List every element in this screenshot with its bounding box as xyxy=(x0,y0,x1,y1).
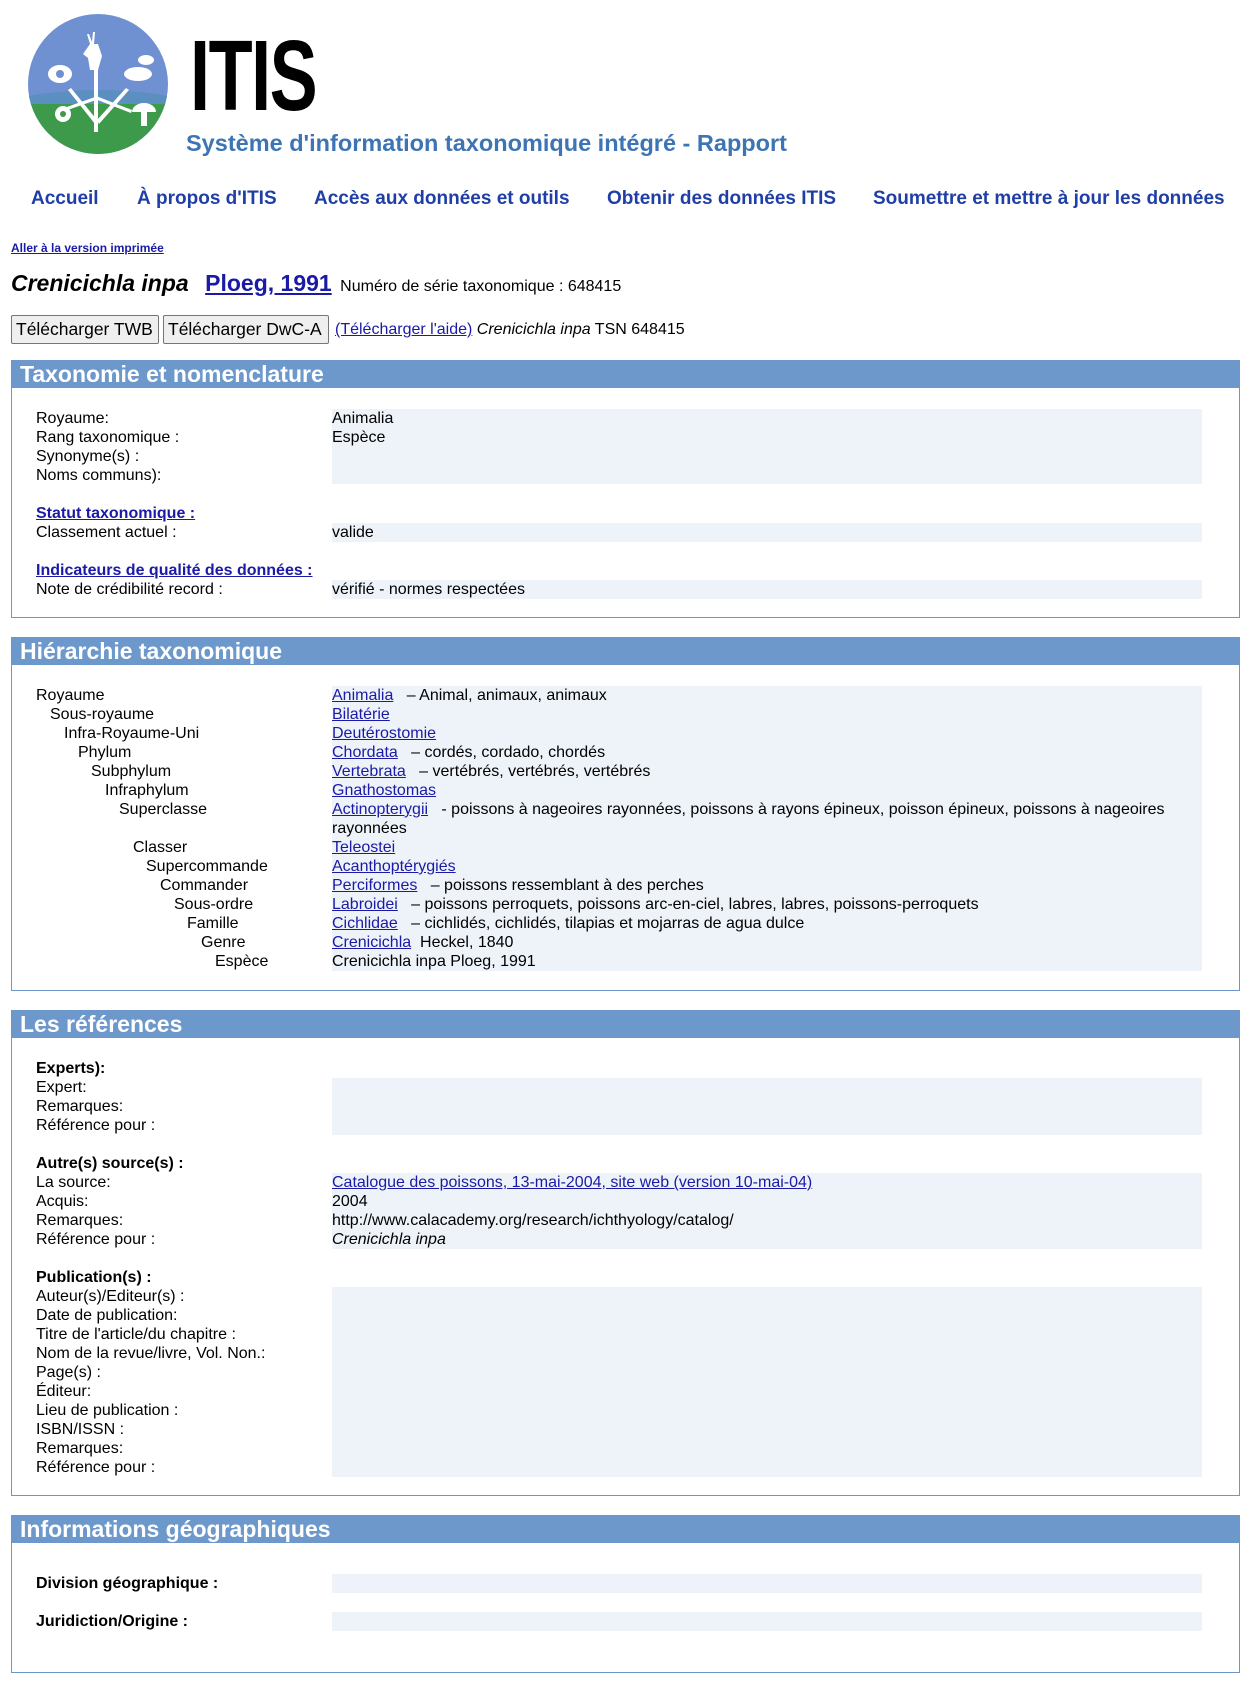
source-reference-value: Crenicichla inpa xyxy=(332,1231,446,1248)
itis-wordmark: ITIS xyxy=(190,20,317,132)
status-heading-link[interactable]: Statut taxonomique : xyxy=(36,505,196,522)
source-link[interactable]: Catalogue des poissons, 13-mai-2004, site web (version 10-mai-04) xyxy=(332,1174,813,1191)
hier-taxon xyxy=(332,857,456,876)
credibility-value: vérifié - normes respectées xyxy=(332,581,525,598)
status-shade xyxy=(332,523,1202,542)
taxonomy-section xyxy=(11,360,1240,618)
hier-rank: Royaume xyxy=(36,687,105,704)
hier-taxon xyxy=(332,914,804,933)
hier-taxon xyxy=(332,895,979,914)
taxonomy-header: Taxonomie et nomenclature xyxy=(12,361,1239,388)
hier-rank: Infra-Royaume-Uni xyxy=(64,725,200,742)
hier-rank: Sous-ordre xyxy=(174,896,254,913)
expert-remarks-label: Remarques: xyxy=(36,1098,124,1115)
hier-taxon xyxy=(332,933,513,952)
geo-jurisdiction-label: Juridiction/Origine : xyxy=(36,1613,189,1630)
record-title xyxy=(11,270,621,300)
acquired-label: Acquis: xyxy=(36,1193,89,1210)
hier-rank: Commander xyxy=(160,877,249,894)
kingdom-label: Royaume: xyxy=(36,410,109,427)
download-info xyxy=(335,321,685,339)
tsn-label: Numéro de série taxonomique : 648415 xyxy=(340,278,622,295)
download-dwca-button[interactable]: Télécharger DwC-A xyxy=(163,315,329,344)
hier-taxon-link[interactable]: Actinopterygii xyxy=(332,801,429,818)
current-status-label: Classement actuel : xyxy=(36,524,177,541)
download-twb-button[interactable]: Télécharger TWB xyxy=(11,315,159,344)
hier-note: – vertébrés, vertébrés, vertébrés xyxy=(419,763,651,780)
nav-submit-update[interactable]: Soumettre et mettre à jour les données xyxy=(873,188,1225,209)
synonyms-label: Synonyme(s) : xyxy=(36,448,140,465)
hier-taxon xyxy=(332,686,607,705)
download-sci-name: Crenicichla inpa xyxy=(476,321,591,338)
hier-note: Heckel, 1840 xyxy=(420,934,514,951)
hier-taxon-link[interactable]: Labroidei xyxy=(332,896,398,913)
hier-taxon-link[interactable]: Bilatérie xyxy=(332,706,390,723)
pub-publisher-label: Éditeur: xyxy=(36,1383,92,1400)
hier-species-name: Crenicichla inpa Ploeg, 1991 xyxy=(332,953,536,970)
nav-home[interactable]: Accueil xyxy=(31,188,99,209)
download-help-link[interactable]: (Télécharger l'aide) xyxy=(335,321,473,338)
hier-note: – cichlidés, cichlidés, tilapias et mojarras de agua dulce xyxy=(411,915,805,932)
nav-data-tools[interactable]: Accès aux données et outils xyxy=(314,188,570,209)
geo-division-label: Division géographique : xyxy=(36,1575,219,1592)
hier-taxon-link[interactable]: Teleostei xyxy=(332,839,396,856)
source-remarks-label: Remarques: xyxy=(36,1212,124,1229)
geo-header: Informations géographiques xyxy=(12,1516,1239,1543)
hier-rank: Espèce xyxy=(215,953,269,970)
hier-rank: Famille xyxy=(187,915,239,932)
hier-taxon-link[interactable]: Animalia xyxy=(332,687,394,704)
hier-note: - poissons à nageoires rayonnées, poissons à rayons épineux, poisson épineux, poissons à nageoires xyxy=(441,801,1165,818)
credibility-label: Note de crédibilité record : xyxy=(36,581,223,598)
nav-about[interactable]: À propos d'ITIS xyxy=(137,188,277,209)
hier-rank: Genre xyxy=(201,934,246,951)
expert-label: Expert: xyxy=(36,1079,87,1096)
references-header: Les références xyxy=(12,1011,1239,1038)
pub-isbn-label: ISBN/ISSN : xyxy=(36,1421,125,1438)
experts-shade xyxy=(332,1078,1202,1135)
acquired-value: 2004 xyxy=(332,1193,368,1210)
scientific-name: Crenicichla inpa xyxy=(11,270,189,296)
hier-rank: Sous-royaume xyxy=(50,706,155,723)
hier-taxon xyxy=(332,838,395,857)
common-names-label: Noms communs): xyxy=(36,467,162,484)
site-subtitle: Système d'information taxonomique intégré - Rapport xyxy=(186,130,787,156)
taxonomy-value-shade xyxy=(332,409,1202,484)
experts-heading: Experts): xyxy=(36,1060,106,1077)
references-section xyxy=(11,1010,1240,1496)
pub-place-label: Lieu de publication : xyxy=(36,1402,179,1419)
hierarchy-header: Hiérarchie taxonomique xyxy=(12,638,1239,665)
hier-rank: Subphylum xyxy=(91,763,172,780)
author-link[interactable]: Ploeg, 1991 xyxy=(205,270,332,296)
quality-heading-link[interactable]: Indicateurs de qualité des données : xyxy=(36,562,313,579)
current-status-value: valide xyxy=(332,524,374,541)
hier-rank: Supercommande xyxy=(146,858,268,875)
hier-taxon-link[interactable]: Vertebrata xyxy=(332,763,406,780)
geo-division-shade xyxy=(332,1574,1202,1593)
hier-taxon xyxy=(332,705,390,724)
hier-taxon-link[interactable]: Cichlidae xyxy=(332,915,398,932)
pub-title-label: Titre de l'article/du chapitre : xyxy=(36,1326,236,1343)
download-tsn: TSN 648415 xyxy=(594,321,685,338)
hier-note: – poissons ressemblant à des perches xyxy=(430,877,704,894)
hier-taxon-link[interactable]: Gnathostomas xyxy=(332,782,437,799)
pub-reference-label: Référence pour : xyxy=(36,1459,156,1476)
hier-rank: Infraphylum xyxy=(105,782,189,799)
publications-shade xyxy=(332,1287,1202,1477)
hier-taxon xyxy=(332,762,650,781)
hier-rank: Phylum xyxy=(78,744,132,761)
hier-note: – poissons perroquets, poissons arc-en-ciel, labres, labres, poissons-perroquets xyxy=(411,896,979,913)
pub-date-label: Date de publication: xyxy=(36,1307,178,1324)
publications-heading: Publication(s) : xyxy=(36,1269,152,1286)
rank-label: Rang taxonomique : xyxy=(36,429,180,446)
hier-taxon-link[interactable]: Perciformes xyxy=(332,877,418,894)
pub-pages-label: Page(s) : xyxy=(36,1364,101,1381)
expert-reference-label: Référence pour : xyxy=(36,1117,156,1134)
kingdom-value: Animalia xyxy=(332,410,394,427)
rank-value: Espèce xyxy=(332,429,386,446)
hier-taxon-link[interactable]: Deutérostomie xyxy=(332,725,437,742)
print-version-link[interactable]: Aller à la version imprimée xyxy=(11,241,164,255)
hier-taxon xyxy=(332,800,1165,819)
hier-taxon xyxy=(332,876,704,895)
hier-taxon xyxy=(332,724,436,743)
hier-taxon-link[interactable]: Crenicichla xyxy=(332,934,412,951)
nav-get-data[interactable]: Obtenir des données ITIS xyxy=(607,188,837,209)
other-sources-heading: Autre(s) source(s) : xyxy=(36,1155,184,1172)
hier-note-continued: rayonnées xyxy=(332,820,407,837)
geo-jurisdiction-shade xyxy=(332,1612,1202,1631)
geo-section xyxy=(11,1515,1240,1673)
hier-note: – Animal, animaux, animaux xyxy=(406,687,607,704)
hierarchy-section xyxy=(11,637,1240,991)
pub-remarks-label: Remarques: xyxy=(36,1440,124,1457)
hier-rank: Classer xyxy=(133,839,188,856)
hier-rank: Superclasse xyxy=(119,801,208,818)
pub-authors-label: Auteur(s)/Editeur(s) : xyxy=(36,1288,185,1305)
hier-taxon-link[interactable]: Acanthoptérygiés xyxy=(332,858,456,875)
source-reference-label: Référence pour : xyxy=(36,1231,156,1248)
source-remarks-value: http://www.calacademy.org/research/ichthyology/catalog/ xyxy=(332,1212,734,1229)
hier-taxon-link[interactable]: Chordata xyxy=(332,744,398,761)
source-label: La source: xyxy=(36,1174,111,1191)
hier-taxon xyxy=(332,743,605,762)
itis-logo xyxy=(28,14,168,154)
hier-note: – cordés, cordado, chordés xyxy=(411,744,606,761)
hier-taxon xyxy=(332,781,436,800)
pub-journal-label: Nom de la revue/livre, Vol. Non.: xyxy=(36,1345,266,1362)
